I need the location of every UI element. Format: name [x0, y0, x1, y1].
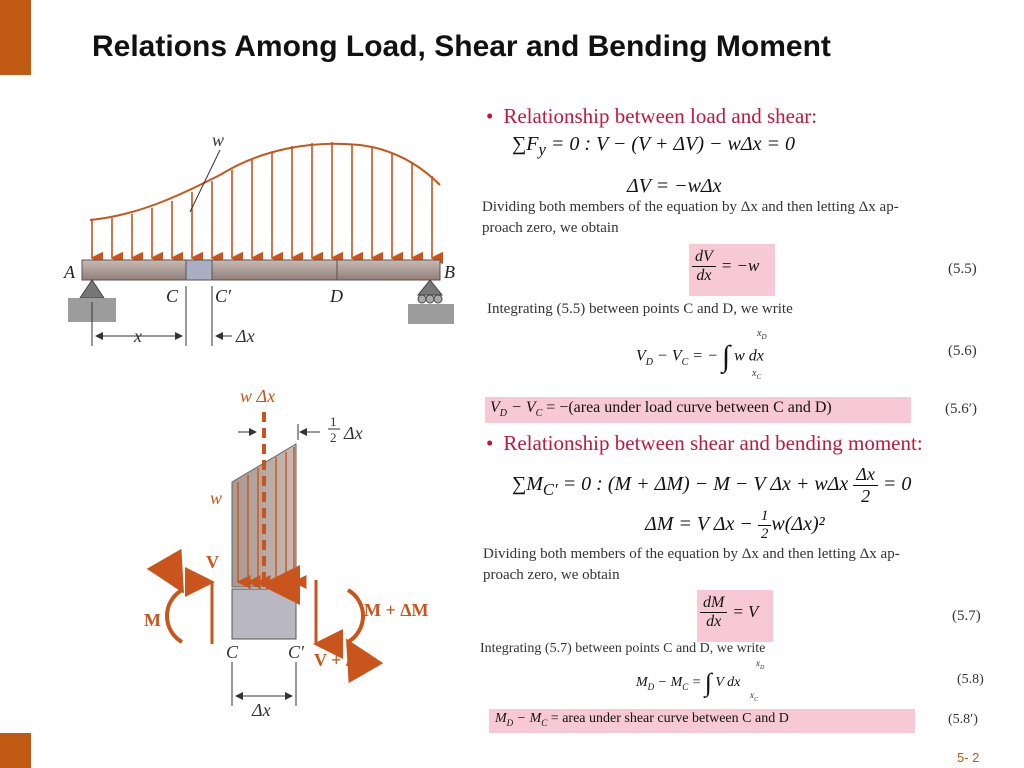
eq-integral-v: $V_D - V_C$ = − ∫ w dx [636, 340, 764, 373]
paragraph-2: Dividing both members of the equation by Δx and then letting Δx ap- proach zero, we obtain [483, 546, 900, 583]
label-b: B [444, 262, 455, 282]
half-den: 2 [330, 430, 337, 445]
label-a: A [64, 262, 75, 282]
load-curve [90, 144, 440, 220]
eq-num-5-6-prime: (5.6′) [945, 401, 978, 417]
eq-num-5-5: (5.5) [948, 261, 977, 277]
element-dx-label: Δx [252, 700, 271, 720]
accent-bar-top [0, 0, 31, 75]
integrating-5-5: Integrating (5.5) between points C and D, we write [487, 301, 793, 317]
dim-x-label: x [134, 326, 142, 346]
eq-delta-v: ΔV = −wΔx [627, 175, 722, 197]
slide-title: Relations Among Load, Shear and Bending Moment [92, 30, 831, 63]
shear-left-label: V [206, 552, 219, 572]
eq-delta-m: ΔM = V Δx − $\frac{1}{2}$ w(Δx)² [645, 508, 825, 542]
roller [434, 295, 442, 303]
roller [426, 295, 434, 303]
element-c-prime-label: C′ [288, 642, 304, 662]
half-dx-label: Δx [344, 423, 363, 443]
half-num: 1 [330, 414, 337, 429]
eq-dmdx: $\frac{dM}{dx}$ = V [700, 594, 758, 631]
accent-bar-bottom [0, 733, 31, 768]
element-free-body-figure [130, 382, 460, 722]
paragraph-1: Dividing both members of the equation by Δx and then letting Δx ap- proach zero, we obtain [482, 199, 899, 236]
eq-num-5-8: (5.8) [957, 672, 984, 687]
integral-lower-limit-2: $x_C$ [750, 690, 759, 703]
dim-dx-label: Δx [236, 326, 255, 346]
integrating-5-7: Integrating (5.7) between points C and D, we write [480, 641, 766, 656]
integral-upper-limit-1: $x_D$ [757, 328, 767, 341]
moment-left-arrow [167, 590, 182, 642]
integral-lower-limit-1: $x_C$ [752, 368, 762, 381]
support-left-pin [80, 280, 104, 298]
eq-boxed-5-6-prime: $V_D - V_C$ = −(area under load curve between C and D) [490, 399, 832, 420]
moment-right-label: M + ΔM [364, 600, 429, 620]
beam [82, 260, 440, 280]
label-d: D [330, 286, 343, 306]
page-number: 5- 2 [957, 750, 980, 765]
integral-sign: ∫ [721, 340, 731, 373]
integral-upper-limit-2: $x_D$ [756, 658, 765, 671]
load-top-label: w Δx [240, 386, 276, 406]
eq-sum-mc: $\sum M_{C'} = 0$ : (M + ΔM) − M − V Δx + wΔx $\frac{\Delta x}{2}$ = 0 [512, 464, 912, 506]
element-block [232, 589, 296, 639]
eq-boxed-5-8-prime: $M_D - M_C$ = area under shear curve between C and D [495, 711, 789, 728]
element-load-label: w [210, 488, 223, 508]
eq-dvdx: $\frac{dV}{dx}$ = −w [692, 248, 759, 285]
eq-num-5-8-prime: (5.8′) [948, 712, 978, 727]
eq-num-5-7: (5.7) [952, 608, 981, 624]
element-c-label: C [226, 642, 239, 662]
bullet-shear-moment: • Relationship between shear and bending moment: [486, 431, 923, 455]
roller [418, 295, 426, 303]
shear-right-label: V + ΔV [314, 650, 371, 670]
label-c-prime: C′ [215, 286, 231, 306]
support-right-pin [418, 280, 442, 295]
eq-sum-fy: $\sum F_y = 0$ : V − (V + ΔV) − wΔx = 0 [512, 133, 795, 159]
eq-integral-m: $M_D - M_C$ = ∫ V dx [636, 668, 741, 697]
load-pointer-line [190, 150, 220, 212]
moment-left-label: M [144, 610, 161, 630]
integral-sign: ∫ [704, 668, 712, 697]
beam-load-figure [60, 120, 460, 350]
eq-num-5-6: (5.6) [948, 343, 977, 359]
load-arrows [92, 142, 432, 258]
load-label: w [212, 130, 225, 150]
beam-element-highlight [186, 260, 212, 280]
label-c: C [166, 286, 179, 306]
support-right-base [408, 304, 454, 324]
bullet-load-shear: • Relationship between load and shear: [486, 104, 818, 128]
moment-right-arrow [348, 590, 363, 642]
